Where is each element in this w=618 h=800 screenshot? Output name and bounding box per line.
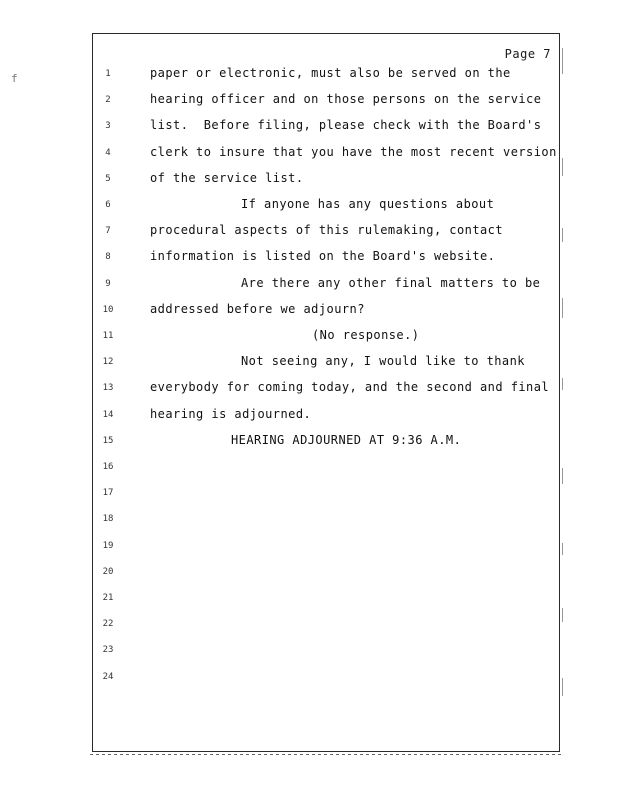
- transcript-line: [100, 645, 550, 665]
- transcript-line: [100, 619, 550, 639]
- transcript-line: [100, 144, 557, 168]
- transcript-line: [100, 223, 550, 246]
- transcript-line: [100, 92, 550, 115]
- line-number: 8: [105, 252, 111, 263]
- transcript-line: [100, 432, 550, 456]
- transcript-line: [100, 249, 550, 272]
- line-number: 4: [105, 147, 111, 158]
- line-number: 23: [102, 645, 114, 656]
- transcript-line: [100, 567, 550, 587]
- transcript-line: [100, 275, 550, 299]
- line-number: 5: [105, 173, 111, 184]
- line-text: clerk to insure that you have the most recent version: [150, 144, 557, 159]
- line-number: 12: [102, 357, 114, 368]
- transcript-line: [100, 170, 550, 194]
- transcript-line: [100, 118, 550, 141]
- line-text: addressed before we adjourn?: [150, 301, 365, 316]
- transcript-line: [100, 488, 550, 508]
- line-number: 20: [102, 566, 114, 577]
- right-margin-marks: [560, 38, 570, 738]
- line-number: 13: [102, 383, 114, 394]
- line-number: 7: [105, 226, 111, 237]
- line-number: 18: [102, 514, 114, 525]
- transcript-line: [100, 514, 550, 534]
- line-number: 19: [102, 540, 114, 551]
- line-number: 6: [105, 200, 111, 210]
- page-number: Page 7: [504, 47, 551, 61]
- transcript-line: [100, 406, 550, 430]
- line-number: 17: [102, 488, 114, 499]
- line-text: paper or electronic, must also be served on the: [150, 66, 511, 80]
- line-number: 9: [105, 278, 111, 289]
- line-number: 21: [102, 593, 114, 603]
- line-text: Not seeing any, I would like to thank: [241, 354, 525, 369]
- transcript-line: [100, 354, 550, 377]
- line-text: hearing is adjourned.: [150, 406, 312, 421]
- line-number: 14: [102, 409, 114, 420]
- line-text: procedural aspects of this rulemaking, contact: [150, 223, 504, 238]
- line-text: Are there any other final matters to be: [241, 275, 541, 290]
- line-number: 22: [102, 619, 114, 630]
- margin-mark: f: [11, 72, 18, 85]
- line-number: 24: [102, 671, 114, 682]
- line-number: 16: [102, 462, 114, 472]
- transcript-line: [100, 197, 550, 220]
- transcript-line: [100, 541, 550, 561]
- line-number: 11: [102, 331, 114, 341]
- line-text: list. Before filing, please check with the Board's: [150, 118, 542, 133]
- transcript-line: [100, 301, 550, 325]
- transcript-line: [100, 672, 550, 692]
- line-text: everybody for coming today, and the second and final: [150, 380, 550, 395]
- transcript-line: [100, 380, 550, 403]
- line-number: 15: [102, 435, 114, 446]
- line-number: 10: [102, 304, 114, 315]
- line-number: 1: [105, 69, 111, 79]
- line-text: HEARING ADJOURNED AT 9:36 A.M.: [231, 432, 462, 447]
- line-text: hearing officer and on those persons on the service: [150, 92, 542, 107]
- transcript-line: [100, 593, 550, 613]
- line-text: (No response.): [312, 328, 420, 342]
- line-text: information is listed on the Board's website.: [150, 249, 496, 264]
- line-text: If anyone has any questions about: [241, 197, 495, 211]
- line-number: 3: [105, 121, 111, 132]
- line-text: of the service list.: [150, 170, 304, 185]
- transcript-line: [100, 66, 550, 89]
- line-number: 2: [105, 95, 111, 106]
- transcript-line: [100, 328, 550, 351]
- transcript-line: [100, 462, 550, 482]
